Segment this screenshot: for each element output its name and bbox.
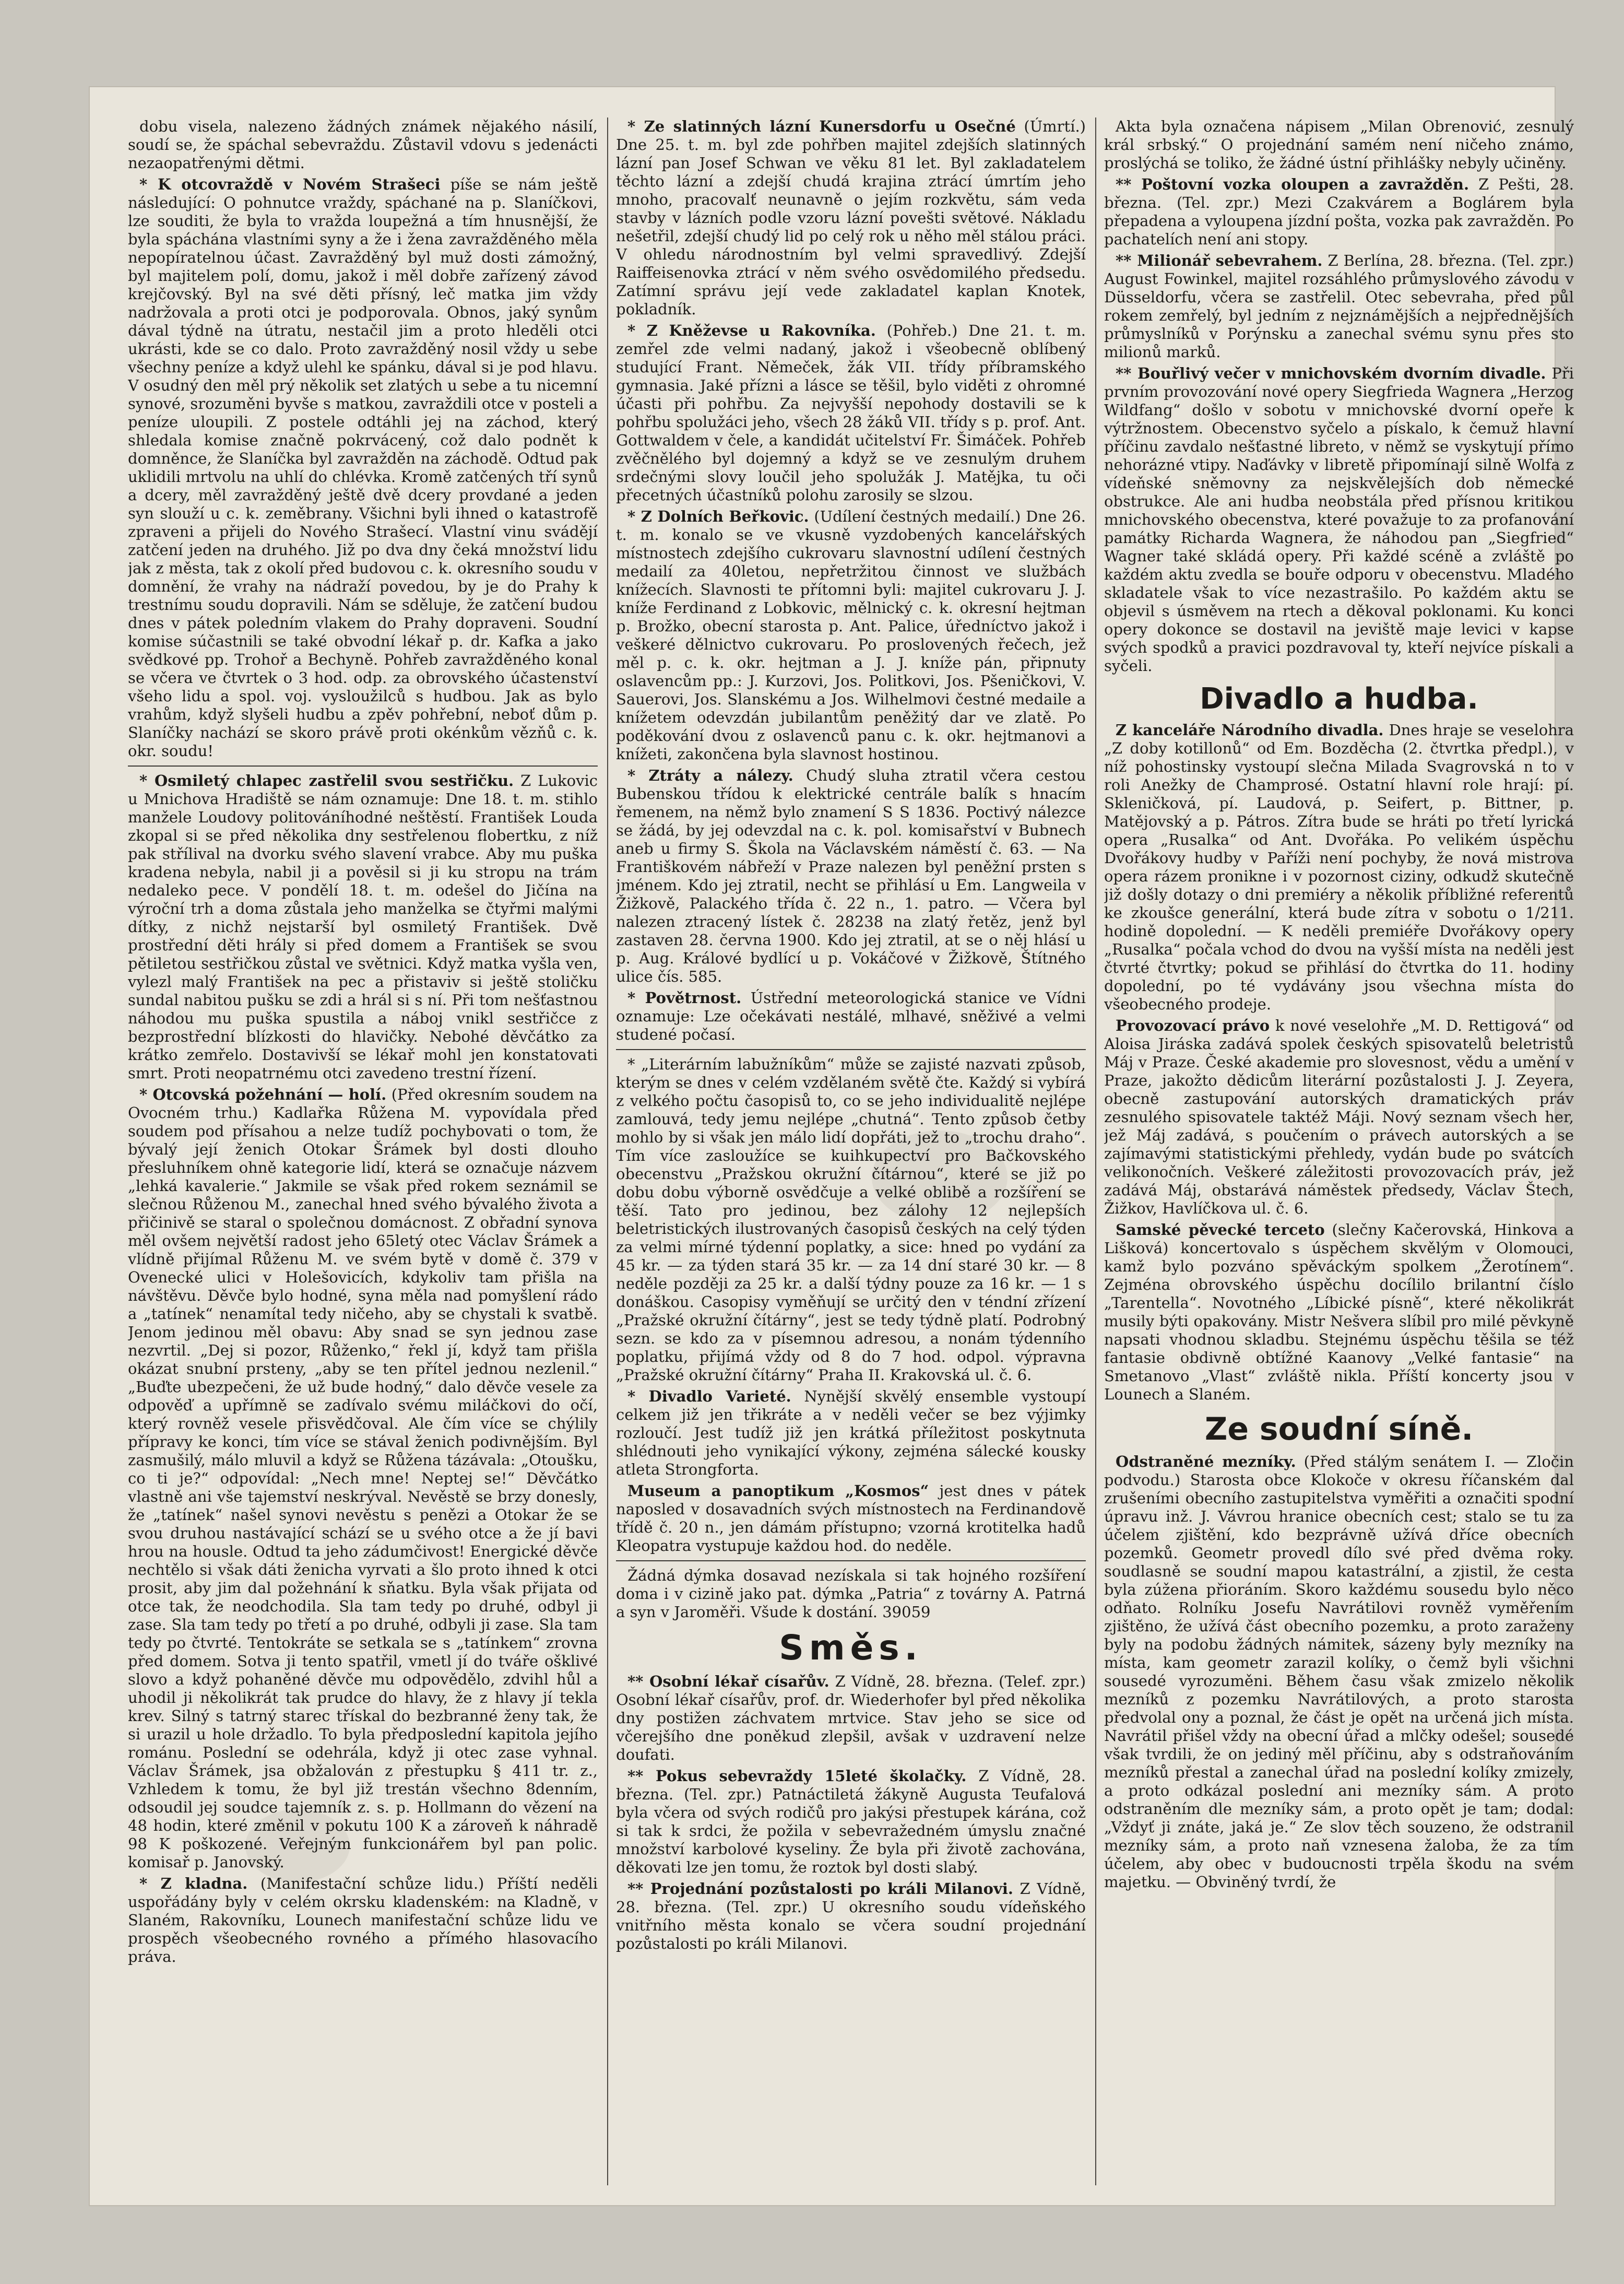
article-text: (Udílení čestných medailí.) Dne 26. t. m. konalo se ve vkusně vyzdobených kancelářských místnostech zdejšího cukrovaru slavnostní udílení čestných medailí za 40letou, nepřetržitou činnost ve službách knížecích. Slavnosti te přítomni byli: majitel cukrovaru J. J. kníže Ferdinand z Lobkovic, mělnický c. k. okresní hejtman p. Brožko, obecní starosta p. Ant. Palice, úředníctvo jakož i veškeré dělnictvo cukrovaru. Po proslovených řečech, jež měl p. c. k. okr. hejtman a J. J. kníže pán, připnuty oslavencům pp.: J. Kurzovi, Jos. Politkovi, Jos. Pšeničkovi, V. Sauerovi, Jos. Slanskému a Jos. Wilhelmovi čestné medaile a knížetem odevzdán jubilantům peněžitý dar ve zlatě. Po poděkování dvou z oslavenců panu c. k. okr. hejtmanovi a knížeti, zakončena byla slavnost hostinou.	[616, 508, 1086, 763]
article-text: Ústřední meteorologická stanice ve Vídni oznamuje: Lze očekávati nestálé, mlhavé, sněživé a velmi studené počasí.	[616, 989, 1086, 1043]
paper-stain	[245, 1809, 350, 1882]
column-rule	[1095, 117, 1096, 2185]
article-text: * „Literárním labužníkům“ může se zajisté nazvati způsob, kterým se dnes v celém vzdělaném světě čte. Každý si vybírá z velkého počtu časopisů to, co se jeho individualitě nejlépe zamlouvá, tedy jemu nejlépe „chutná“. Tento způsob četby mohlo by si však jen málo lidí dopřáti, jež to „trochu draho“. Tím více zasloužíce se kuihkupectví pro Bačkovského obecenstvu „Pražskou okružní čítárnou“, které se již po dobu dobu výborně osvědčuje a velké oblibě a rozšíření se těší. Tato pro jedinou, bez zálohy 12 nejlepších beletristických ilustrovaných časopisů českých na celý týden za velmi mírné týdenní poplatky, a sice: hned po vydání za 45 kr. — za týden stará 35 kr. — za 14 dní staré 30 kr. — 8 neděle později za 25 kr. a další týdny pouze za 16 kr. — 1 s donáškou. Casopisy vyměňují se určitý den v téndní zřízení „Pražské okružní čítárny“, jest se tedy týdně platí. Podrobný sezn. se kdo za v písemnou adresou, a nonám týdenního poplatku, přijímá vždy od 8 do 7 hod. odpol. výpravna „Pražské okružní čítárny“ Praha II. Krakovská ul. č. 6.	[616, 1055, 1086, 1384]
article	[616, 1880, 1086, 1953]
article-text: Z Vídně, 28. března. (Tel. zpr.) Patnáctiletá žákyně Augusta Teufalová byla včera od svých rodičů pro jakýsi přestupek kárána, což si tak k srdci, že požila v sebevražedném úmyslu značné množství karbolové kyseliny. Že byla při životě zachována, děkovati lze jen tomu, že roztok byl dosti slabý.	[616, 1767, 1086, 1876]
article-text: Z Berlína, 28. března. (Tel. zpr.) August Fowinkel, majitel rozsáhlého průmyslového závodu v Düsseldorfu, včera se zastřelil. Otec sebevraha, před půl rokem zemřelý, byl jedním z nejznámějších a nejpřednějších průmyslníků v Porýnsku a zanechal svému synu přes sto milionů marků.	[1104, 252, 1574, 361]
article	[616, 1387, 1086, 1479]
article-text: (Pohřeb.) Dne 21. t. m. zemřel zde velmi nadaný, jakož i všeobecně oblíbený studující Frant. Němeček, žák VII. třídy příbramského gymnasia. Jaké přízni a lásce se těšil, bylo viděti z ohromné účasti při pohřbu. Za nejvyšší nepohody dostavili se k pohřbu spolužáci jeho, všech 28 žáků VII. třídy s p. prof. Ant. Gottwaldem v čele, a kandidát učitelství Fr. Šimáček. Pohřeb zvěčnělého byl dojemný a když se ve zesnulým druhem srdečnými slovy loučil jeho spolužák J. Matějka, tu oči přecetných účastníků polohu zarosily se slzou.	[616, 322, 1086, 504]
column-3	[1104, 117, 1574, 2185]
article-text: (Před stálým senátem I. — Zločin podvodu.) Starosta obce Klokoče v okresu říčanském dal zrušeními obecního zastupitelstva vyměřiti a označiti spodní úpravu inž. J. Vávrou hranice obecních cest; stalo se tu za účelem zjištění, kdo bezprávně užívá dříce obecních pozemků. Geometr provedl dílo své před dvěma roky. soudlasně se soudní mapou katastrální, a zjistil, že cesta byla zúžena přioráním. Skoro každému sousedu bylo něco odňato. Rolníku Josefu Navrátilovi rovněž vyměřením zjištěno, že užívá část obecního pozemku, a proto zaraženy byly na podobu žádných námitek, sázeny byly mezníky na místa, kam geometr zarazil kolíky, o čemž byli všichni sousedé vyrozuměni. Během času však zmizelo několik mezníků z pozemku Navrátilových, a proto starosta předvolal ony a poznal, že část je opět na určená jich místa. Navrátil přišel vždy na obecní úřad a mlčky odešel; sousedé však tvrdili, že on jediný měl příčinu, aby s odstraňováním mezníků přestal a zanechal úřad na poslední kolíky zmizely, a proto odkázal poslední ani mezníky sám. A proto odstraněním dle mezníky sám, a proto opět je tam; dodal: „Vždyť ji znáte, jaká je.“ Ze slov těch souzeno, že odstranil mezníky sám, a proto naň vznesena žaloba, že za tím účelem, aby obec v budoucnosti trpěla škodu na svém majetku. — Obviněný tvrdí, že	[1104, 1453, 1574, 1891]
article	[1104, 364, 1574, 675]
article	[616, 117, 1086, 319]
article-headline: ** Pokus sebevraždy 15leté školačky.	[627, 1767, 967, 1785]
article-text: Z Vídně, 28. března. (Telef. zpr.) Osobní lékař císařův, prof. dr. Wiederhofer byl před několika dny postižen záchvatem mrtvice. Stav jeho se sice od včerejšího dne poněkud zlepšil, avšak v uzdravení nelze doufati.	[616, 1673, 1086, 1763]
article-headline: * Ze slatinných lázní Kunersdorfu u Osečné	[627, 117, 1016, 135]
article-text: (Úmrtí.) Dne 25. t. m. byl zde pohřben majitel zdejších slatinných lázní pan Josef Schwan ve věku 81 let. Byl zakladatelem těchto lázní a zdejší chudá krajina ztrácí úmrtím jeho mnoho, pracovalť neunavně o jejím rozkvětu, sám veda stavby v lázních podle vzoru lázní povešti světové. Nákladu nešetřil, zdejší chudý lid po celý rok u něho měl stálou práci. V ohledu národnostním byl velmi spravedlivý. Zdejší Raiffeisenovka ztrácí v něm svého osvědomilého předsedu. Zatímní správu její vede zakladatel kaplan Knotek, pokladník.	[616, 117, 1086, 318]
article	[1104, 1017, 1574, 1218]
article	[616, 322, 1086, 504]
article-headline: * Z kladna.	[139, 1875, 248, 1892]
article-text: Při prvním provozování nové opery Siegfrieda Wagnera „Herzog Wildfang“ došlo v sobotu v mnichovské dvorní opeře k výtržnostem. Obecenstvo syčelo a pískalo, k čemuž hlavní příčinu zavdalo nešťastné libreto, v němž se vyskytují přímo nehorázné vtipy. Naďávky v libretě připomínají silně Wolfa z vídeňské sněmovny za nejskvělejších dob německé obstrukce. Ale ani hudba neobstála před přísnou kritikou mnichovského obecenstva, které považuje to za profanování památky Richarda Wagnera, že náhodou pan „Siegfried“ Wagner také skládá opery. Při každé scéně a zvláště po každém aktu zvedla se bouře odporu v obecenstvu. Mladého skladatele však to více nezastrašilo. Po každém aktu se objevil s úsměvem na rtech a děkoval poklonami. Ku konci opery dokonce se dostavil na jeviště maje levici v kapse svých spodků a pravici pozdravoval ty, kteří nejvíce pískali a syčeli.	[1104, 364, 1574, 675]
article-divider	[128, 766, 598, 767]
article-divider	[616, 1049, 1086, 1050]
article	[616, 1482, 1086, 1555]
article-headline: * Divadlo Varieté.	[627, 1387, 791, 1405]
article-text: (slečny Kačerovská, Hinkova a Lišková) koncertovalo s úspěchem skvělým v Olomouci, kamž bylo pozváno spěváckým spolkem „Žerotínem“. Zejména obrovského úspěchu docílilo brilantní číslo „Tarentella“. Novotného „Líbické písně“, které několikrát musily býti opakovány. Mistr Nešvera slíbil pro milé pěvkyně napsati vhodnou skladbu. Stejnému úspěchu těšila se též fantasie obdivně obtížné Kaanovy „Velké fantasie“ na Smetanovo „Vlast“ zvláště nikla. Příští koncerty jsou v Lounech a Slaném.	[1104, 1221, 1574, 1403]
article-headline: Z kanceláře Národního divadla.	[1116, 721, 1384, 739]
article-headline: Museum a panoptikum „Kosmos“	[627, 1482, 929, 1500]
article	[616, 1767, 1086, 1877]
article-headline: * Povětrnost.	[627, 989, 742, 1007]
article-text: Z Lukovic u Mnichova Hradiště se nám oznamuje: Dne 18. t. m. stihlo manžele Loudovy politováníhodné neštěstí. František Louda zkopal si se před několika dny sestřelenou flobertku, z níž pak střílival na dvorku svého slavení vrabce. Aby mu puška kradena nebyla, nabil ji a pověsil si ji ku stropu na trám nedaleko pece. V pondělí 18. t. m. odešel do Jičína na výroční trh a doma zůstala jeho manželka se čtyřmi malými dítky, z nichž nejstarší byl osmiletý František. Dvě prostřední děti hrály si před domem a František se svou pětiletou sestřičkou zůstal ve světnici. Když matka vyšla ven, vylezl malý František na pec a přistaviv si ještě stoličku sundal nabitou pušku se zdi a hrál si s ní. Při tom nešťastnou náhodou mu puška spustila a náboj vnikl sestřičce z bezprostřední blízkosti do hlavičky. Nebohé děvčátko za krátko zemřelo. Dostavivší se lékař mohl jen konstatovati smrt. Proti neopatrnému otci zavedeno trestní řízení.	[128, 772, 598, 1082]
article-text: (Před okresním soudem na Ovocném trhu.) Kadlařka Růžena M. vypovídala před soudem pod přísahou a nelze tudíž pochybovati o tom, že bývalý její ženich Otokar Šrámek byl dosti dlouho přesluhníkem ohně kategorie lidí, která se označuje názvem „lehká kavalerie.“ Jakmile se však před rokem seznámil se slečnou Růženou M., zanechal hned svého bývalého života a přičinivě se staral o společnou domácnost. Z obřadní synova měl ovšem největší radost jeho 65letý otec Václav Šrámek a vlídně přijímal Růženu M. ve svém bytě v domě č. 379 v Ovenecké ulici v Holešovicích, kdykoliv tam přišla na návštěvu. Děvče bylo hodné, syna měla nad pomyšlení rádo a „tatínek“ nenamítal tedy ničeho, aby se chystali k svatbě. Jenom jedinou měl obavu: Aby snad se syn jednou zase nezvrtil. „Dej si pozor, Růženko,“ řekl jí, když tam přišla okázat snubní prsteny, „aby se ten přítel jednou nezlenil.“ „Buďte ubezpečeni, že už bude hodný,“ dalo děvče vesele za odpověď a upřímně se zadívalo svému miláčkovi do očí, který rovněž vesele přisvědčoval. Ale čím více se chýlily přípravy ke konci, tím více se stával ženich podivnějším. Byl zasmušilý, málo mluvil a když se Růžena tázávala: „Otoušku, co ti je?“ odpovídal: „Nech mne! Neptej se!“ Děvčátko vlastně ani vše tajemství neskrýval. Nevěstě se brzy donesly, že „tatínek“ našel synovi nevěstu s penězi a Otokar že se svou druhou nastávající schází se u svého otce a že jí bavi hrou na housle. Odtud ta jeho zádumčivost! Energické děvče nechtělo si však dáti ženicha vyrvati a šlo proto ihned k otci prosit, aby jim dal požehnání k sňatku. Byla však přijata od otce tak, že neodchodila. Sla tam tedy po druhé, odbyl ji zase. Sla tam tedy po třetí a po druhé, odbyli ji zase. Sla tam tedy po čtvrté. Tentokráte se setkala se s „tatínkem“ zrovna před domem. Sotva ji tento spatřil, vmetl jí do tváře ošklivé slovo a když pohaněné děvče mu odpovědělo, zdvihl hůl a uhodil ji několikrát tak prudce do hlavy, že z hlavy jí tekla krev. Silný s tatrný starec třískal do bezbranné ženy tak, že si urazil u hole držadlo. To byla předposlední kapitola jejího románu. Poslední se odehrála, když ji otec zase vyhnal. Václav Šrámek, jsa obžalován z přestupku § 411 tr. z., Vzhledem k tomu, že byl již trestán všechno 8denním, odsoudil jej soudce tajemník z. s. p. Hollmann do vězení na 48 hodin, které změnil v pokutu 100 K a zároveň k náhradě 98 K poškozené. Veřejným funkcionářem byl pan polic. komisař p. Janovský.	[128, 1086, 598, 1871]
advertisement-text: Žádná dýmka dosavad nezískala si tak hojného rozšíření doma i v cizině jako pat. dýmka „Patria“ z továrny A. Patrná a syn v Jaroměři. Všude k dostání.	[616, 1567, 1086, 1621]
article-headline: * K otcovraždě v Novém Strašeci	[139, 175, 441, 193]
article	[616, 508, 1086, 763]
article-text: Dnes hraje se veselohra „Z doby kotillonů“ od Em. Bozděcha (2. čtvrtka předpl.), v níž pohostinsky vystoupí slečna Milada Svagrovská n to v roli Anežky de Champrosé. Ostatní hlavní role hrají: pí. Skleničková, pí. Laudová, p. Seifert, p. Bittner, p. Matějovský a p. Pátros. Zítra bude se hráti po třetí lyrická opera „Rusalka“ od Ant. Dvořáka. Po velikém úspěchu Dvořákovy hudby v Paříži není pochyby, že nová mistrova opera rázem pronikne i v pozornost ciziny, odkudž skutečně již došly dotazy o dni premiéry a několik příbližné referentů ke zkoušce generální, která bude zítra v sobotu o 1/211. hodině dopolední. — K neděli premiéře Dvořákovy opery „Rusalka“ počala vchod do dvou na vyšší místa na neděli jest čtvrté čtvrtky; pokud se přihlásí do čtvrtka do 11. hodiny dopolední, po té vydávány jsou všechna místa do všeobecného prodeje.	[1104, 721, 1574, 1013]
article-text: jest dnes v pátek naposled v dosavadních svých místnostech na Ferdinandově třídě č. 20 n., jen dámám přístupno; vzorná krotitelka hadů Kleopatra vystupuje každou hod. do neděle.	[616, 1482, 1086, 1555]
article-headline: ** Osobní lékař císařův.	[627, 1673, 829, 1690]
advertisement-number: 39059	[882, 1603, 931, 1621]
article-headline: * Osmiletý chlapec zastřelil svou sestřičku.	[139, 772, 514, 790]
article-headline: ** Milionář sebevrahem.	[1116, 252, 1323, 269]
column-2	[616, 117, 1086, 2185]
article-text: dobu visela, nalezeno žádných známek nějakého násilí, soudí se, že spáchal sebevraždu. Zůstavil vdovu s jedenácti nezaopatřenými dětmi.	[128, 117, 598, 172]
article-headline: ** Projednání pozůstalosti po králi Milanovi.	[627, 1880, 1013, 1898]
article-headline: * Otcovská požehnání — holí.	[139, 1086, 387, 1103]
article-text: Nynější skvělý ensemble vystoupí celkem již jen třikráte a v neděli večer se bez výjimky rozloučí. Jest tudíž již jen krátká příležitost poskytnuta shlédnouti jeho vynikající výkony, zejména sálecké kousky atleta Strongforta.	[616, 1387, 1086, 1478]
article	[1104, 252, 1574, 361]
article-text: Chudý sluha ztratil včera cestou Bubenskou třídou k elektrické centrále balík s hnacím řemenem, na němž bylo znamení S S 1836. Poctivý nálezce se žádá, by jej odevzdal na c. k. pol. komisařství v Bubnech aneb u firmy S. Škola na Václavském náměstí č. 63. — Na Františkovém nábřeží v Praze nalezen byl peněžní prsten s jménem. Kdo jej ztratil, necht se přihlásí u Em. Langweila v Žižkově, Palackého třída č. 22 n., 1. patro. — Včera byl nalezen ztracený lístek č. 28238 na zlatý řetěz, jenž byl zastaven 28. června 1900. Kdo jej ztratil, at se o něj hlásí u p. Aug. Králové bydlící u p. Vokáčové v Žižkově, Štítného ulice čís. 585.	[616, 767, 1086, 985]
article	[616, 1673, 1086, 1764]
article-text: k nové veselohře „M. D. Rettigová“ od Aloisa Jiráska zadává spolek českých spisovatelů beletristů Máj v Praze. České akademie pro slovesnost, vědu a umění v Praze, jakožto dědicům literární pozůstalosti J. J. Zeyera, obecně zastupování autorských dramatických práv zesnulého spisovatele taktéž Máji. Nový seznam všech her, jež Máj zadává, s poučením o právech autorských a se zajímavými statistickými přehledy, vydán bude po svátcích velikonočních. Veškeré záležitosti provozovacích práv, jež zadává Máj, obstarává náměstek předsedy, Václav Štech, Žižkov, Havlíčkova ul. č. 6.	[1104, 1017, 1574, 1217]
article-headline: ** Bouřlivý večer v mnichovském dvorním divadle.	[1116, 364, 1546, 382]
article-headline: * Z Dolních Beřkovic.	[627, 508, 809, 525]
advertisement	[616, 1567, 1086, 1621]
article	[616, 989, 1086, 1044]
article-text: píše se nám ještě následující: O pohnutce vraždy, spáchané na p. Slaníčkovi, lze souditi, že byla to vražda loupežná a tím hnusnější, že byla spáchána vlastními syny a že i žena zavražděného měla nepopíratelnou účast. Zavražděný byl muž dosti zámožný, byl majitelem polí, domu, jakož i měl dobře zařízený závod krejčovský. Byl na své děti přísný, leč matka jim vždy nadržovala a proti otci je podporovala. Obnos, jaký synům dával týdně na útratu, nestačil jim a proto hleděli otci ukrásti, kde se co dalo. Proto zavražděný nosil vždy u sebe všechny peníze a když ulehl ke spánku, dával si je pod hlavu. V osudný den měl prý několik set zlatých u sebe a tu nicemní synové, srozuměni byvše s matkou, zavraždili otce v posteli a peníze uloupili. Z postele odtáhli jej na záchod, který shledala komise značně pokrvácený, což dalo podnět k domněnce, že Slaníčka byl zavražděn na záchodě. Odtud pak uklidili mrtvolu na uhlí do chlévka. Kromě zatčených tří synů a dcery, měl zavražděný ještě dvě dcery provdané a jeden syn slouží u c. k. zeměbrany. Všichni byli ihned o katastrofě zpraveni a přijeli do Nového Strašecí. Vlastní vinu svádějí zatčení jeden na druhého. Již po dva dny čeká množství lidu jak z města, tak z okolí před budovou c. k. okresního soudu v domnění, že vrahy na nádraží povedou, by je do Prahy k trestnímu soudu dopravili. Nám se sděluje, že zatčení budou dnes v pátek poledním vlakem do Prahy dopraveni. Soudní komise súčastnili se také obvodní lékař p. dr. Kafka a jako svědkové pp. Trohoř a Bechyně. Pohřeb zavražděného konal se včera ve čtvrtek o 3 hod. odp. za obrovského účastenství všeho lidu a spol. voj. vysloužilců s hudbou. Jak as bylo vrahům, když slyšeli hudbu a zpěv pohřební, neboť dům p. Slaníčky nachází se skoro právě proti okénkům vězňů c. k. okr. soudu!	[128, 175, 598, 760]
article-headline: ** Poštovní vozka oloupen a zavražděn.	[1116, 175, 1469, 193]
article-headline: Samské pěvecké terceto	[1116, 1221, 1325, 1239]
article-text: Z Vídně, 28. března. (Tel. zpr.) U okresního soudu vídeňského vnitřního města konalo se včera soudní projednání pozůstalosti po králi Milanovi.	[616, 1880, 1086, 1952]
article	[616, 767, 1086, 986]
article-headline: Provozovací právo	[1116, 1017, 1270, 1034]
section-heading-smes: Směs.	[779, 1628, 923, 1668]
article-text: Z Pešti, 28. března. (Tel. zpr.) Mezi Czakvárem a Boglárem byla přepadena a vyloupena jízdní pošta, vozka pak zavražděn. Po pachatelích není ani stopy.	[1104, 175, 1574, 248]
article-text: Akta byla označena nápisem „Milan Obrenović, zesnulý král srbský.“ O projednání samém není ničeho známo, proslýchá se toliko, že žádné ústní přihlášky nebyly učiněny.	[1104, 117, 1574, 172]
column-rule	[607, 117, 608, 2185]
newspaper-page	[89, 86, 1574, 2206]
section-heading-soudni-sin: Ze soudní síně.	[1204, 1411, 1474, 1447]
column-1	[128, 117, 598, 2185]
article	[1104, 721, 1574, 1014]
paper-stain	[872, 1131, 1007, 1225]
article-divider	[616, 1560, 1086, 1561]
article	[128, 1086, 598, 1871]
article	[128, 175, 598, 760]
article-headline: * Ztráty a nálezy.	[627, 767, 793, 784]
article	[1104, 1221, 1574, 1404]
article	[128, 1875, 598, 1966]
article-headline: Odstraněné mezníky.	[1116, 1453, 1296, 1470]
article	[128, 772, 598, 1082]
article	[1104, 175, 1574, 249]
article-headline: * Z Kněževse u Rakovníka.	[627, 322, 876, 339]
article	[1104, 1453, 1574, 1891]
section-heading-divadlo: Divadlo a hudba.	[1200, 682, 1478, 716]
article-text: (Manifestační schůze lidu.) Příští neděli uspořádány byly v celém okrsku kladenském: na Kladně, v Slaném, Rakovníku, Lounech manifestační schůze lidu ve prospěch všeobecného rovného a přímého hlasovacího práva.	[128, 1875, 598, 1965]
